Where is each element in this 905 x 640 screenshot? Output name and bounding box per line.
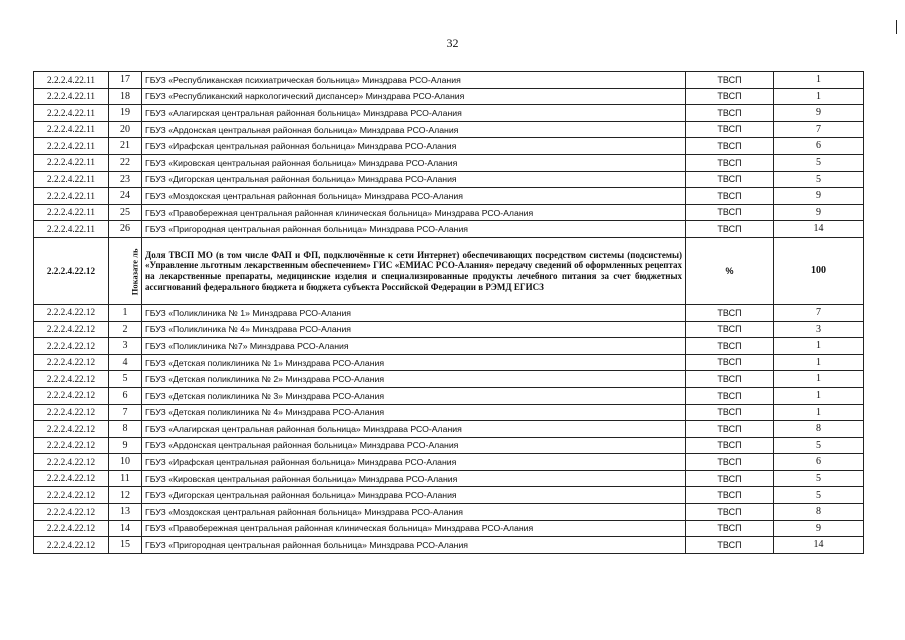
organization-name: ГБУЗ «Ирафская центральная районная больница» Минздрава РСО-Алания	[142, 454, 686, 471]
row-value: 3	[774, 321, 864, 338]
row-number: 5	[109, 371, 142, 388]
row-unit: ТВСП	[686, 404, 774, 421]
row-value: 1	[774, 387, 864, 404]
row-number: 25	[109, 204, 142, 221]
row-code: 2.2.2.4.22.11	[34, 72, 109, 89]
row-code: 2.2.2.4.22.11	[34, 105, 109, 122]
row-value: 9	[774, 188, 864, 205]
row-unit: ТВСП	[686, 304, 774, 321]
row-unit: ТВСП	[686, 354, 774, 371]
organization-name: ГБУЗ «Республиканская психиатрическая больница» Минздрава РСО-Алания	[142, 72, 686, 89]
organization-name: ГБУЗ «Правобережная центральная районная клиническая больница» Минздрава РСО-Алания	[142, 520, 686, 537]
row-unit: ТВСП	[686, 387, 774, 404]
row-number: 22	[109, 154, 142, 171]
table-row	[34, 487, 864, 504]
row-unit: ТВСП	[686, 138, 774, 155]
row-code: 2.2.2.4.22.12	[34, 454, 109, 471]
organization-name: ГБУЗ «Ардонская центральная районная больница» Минздрава РСО-Алания	[142, 437, 686, 454]
row-value: 5	[774, 470, 864, 487]
table-row	[34, 354, 864, 371]
row-number: 17	[109, 72, 142, 89]
row-number: 10	[109, 454, 142, 471]
table-row	[34, 204, 864, 221]
row-code: 2.2.2.4.22.11	[34, 138, 109, 155]
row-code: 2.2.2.4.22.12	[34, 537, 109, 554]
page-number: 32	[446, 36, 459, 50]
organization-name: ГБУЗ «Пригородная центральная районная больница» Минздрава РСО-Алания	[142, 221, 686, 238]
row-value: 7	[774, 121, 864, 138]
table-row	[34, 121, 864, 138]
row-number: 12	[109, 487, 142, 504]
row-unit: ТВСП	[686, 338, 774, 355]
table-row	[34, 520, 864, 537]
row-code: 2.2.2.4.22.11	[34, 204, 109, 221]
row-value: 5	[774, 487, 864, 504]
indicator-description: Доля ТВСП МО (в том числе ФАП и ФП, подключённые к сети Интернет) обеспечивающих посредством системы (подсистемы) «Управление льготным лекарственным обеспечением» ГИС «ЕМИАС РСО-Алания» передачу сведений об оформленных рецептах на лекарственные препараты, медицинские изделия и специализированные продукты лечебного питания за счет бюджетных ассигнований федерального бюджета и бюджета субъекта Российской Федерации в РЭМД ЕГИСЗ	[142, 237, 686, 304]
row-number: 9	[109, 437, 142, 454]
row-value: 9	[774, 105, 864, 122]
row-number: 7	[109, 404, 142, 421]
row-value: 9	[774, 520, 864, 537]
table-row	[34, 371, 864, 388]
row-number: 24	[109, 188, 142, 205]
indicator-unit: %	[686, 237, 774, 304]
row-value: 1	[774, 72, 864, 89]
row-unit: ТВСП	[686, 221, 774, 238]
indicator-value: 100	[774, 237, 864, 304]
organization-name: ГБУЗ «Детская поликлиника № 2» Минздрава РСО-Алания	[142, 371, 686, 388]
organization-name: ГБУЗ «Алагирская центральная районная больница» Минздрава РСО-Алания	[142, 105, 686, 122]
table-row	[34, 321, 864, 338]
row-code: 2.2.2.4.22.12	[34, 387, 109, 404]
row-number: 11	[109, 470, 142, 487]
row-value: 7	[774, 304, 864, 321]
indicator-table	[33, 71, 864, 554]
row-code: 2.2.2.4.22.12	[34, 470, 109, 487]
scan-edge-mark	[896, 20, 897, 34]
table-row	[34, 171, 864, 188]
table-row	[34, 504, 864, 521]
row-unit: ТВСП	[686, 520, 774, 537]
organization-name: ГБУЗ «Дигорская центральная районная больница» Минздрава РСО-Алания	[142, 487, 686, 504]
organization-name: ГБУЗ «Ирафская центральная районная больница» Минздрава РСО-Алания	[142, 138, 686, 155]
table-row	[34, 387, 864, 404]
row-number: 4	[109, 354, 142, 371]
row-unit: ТВСП	[686, 105, 774, 122]
row-number: 18	[109, 88, 142, 105]
table-row	[34, 470, 864, 487]
row-unit: ТВСП	[686, 88, 774, 105]
row-unit: ТВСП	[686, 204, 774, 221]
row-number: 23	[109, 171, 142, 188]
row-number: 14	[109, 520, 142, 537]
row-value: 1	[774, 404, 864, 421]
row-code: 2.2.2.4.22.12	[34, 404, 109, 421]
table-header-row-group	[34, 237, 864, 304]
row-unit: ТВСП	[686, 454, 774, 471]
row-code: 2.2.2.4.22.12	[34, 321, 109, 338]
table-row	[34, 404, 864, 421]
row-unit: ТВСП	[686, 421, 774, 438]
row-number: 8	[109, 421, 142, 438]
organization-name: ГБУЗ «Детская поликлиника № 4» Минздрава РСО-Алания	[142, 404, 686, 421]
row-code: 2.2.2.4.22.12	[34, 487, 109, 504]
row-code: 2.2.2.4.22.11	[34, 88, 109, 105]
row-code: 2.2.2.4.22.11	[34, 221, 109, 238]
row-unit: ТВСП	[686, 72, 774, 89]
row-unit: ТВСП	[686, 321, 774, 338]
organization-name: ГБУЗ «Моздокская центральная районная больница» Минздрава РСО-Алания	[142, 188, 686, 205]
row-unit: ТВСП	[686, 537, 774, 554]
table-row	[34, 437, 864, 454]
organization-name: ГБУЗ «Поликлиника №7» Минздрава РСО-Алания	[142, 338, 686, 355]
row-code: 2.2.2.4.22.11	[34, 171, 109, 188]
row-code: 2.2.2.4.22.11	[34, 188, 109, 205]
table-row	[34, 88, 864, 105]
table-row	[34, 72, 864, 89]
indicator-header-row	[34, 237, 864, 304]
table-row	[34, 138, 864, 155]
organization-name: ГБУЗ «Кировская центральная районная больница» Минздрава РСО-Алания	[142, 470, 686, 487]
row-number: 15	[109, 537, 142, 554]
organization-name: ГБУЗ «Детская поликлиника № 3» Минздрава РСО-Алания	[142, 387, 686, 404]
table-row	[34, 537, 864, 554]
organization-name: ГБУЗ «Дигорская центральная районная больница» Минздрава РСО-Алания	[142, 171, 686, 188]
row-unit: ТВСП	[686, 154, 774, 171]
row-value: 1	[774, 354, 864, 371]
row-value: 6	[774, 454, 864, 471]
row-unit: ТВСП	[686, 171, 774, 188]
organization-name: ГБУЗ «Республиканский наркологический диспансер» Минздрава РСО-Алания	[142, 88, 686, 105]
row-number: 1	[109, 304, 142, 321]
organization-name: ГБУЗ «Пригородная центральная районная больница» Минздрава РСО-Алания	[142, 537, 686, 554]
table-body-before	[34, 72, 864, 238]
row-unit: ТВСП	[686, 437, 774, 454]
row-value: 6	[774, 138, 864, 155]
row-value: 1	[774, 88, 864, 105]
row-code: 2.2.2.4.22.11	[34, 121, 109, 138]
table-row	[34, 338, 864, 355]
table-body-after	[34, 304, 864, 553]
organization-name: ГБУЗ «Поликлиника № 1» Минздрава РСО-Алания	[142, 304, 686, 321]
organization-name: ГБУЗ «Детская поликлиника № 1» Минздрава РСО-Алания	[142, 354, 686, 371]
row-number: 19	[109, 105, 142, 122]
row-number: 21	[109, 138, 142, 155]
row-value: 5	[774, 154, 864, 171]
table-row	[34, 188, 864, 205]
row-number: 3	[109, 338, 142, 355]
row-number: 2	[109, 321, 142, 338]
organization-name: ГБУЗ «Правобережная центральная районная клиническая больница» Минздрава РСО-Алания	[142, 204, 686, 221]
organization-name: ГБУЗ «Моздокская центральная районная больница» Минздрава РСО-Алания	[142, 504, 686, 521]
row-code: 2.2.2.4.22.12	[34, 338, 109, 355]
table-row	[34, 105, 864, 122]
row-unit: ТВСП	[686, 470, 774, 487]
row-number: 26	[109, 221, 142, 238]
row-value: 5	[774, 437, 864, 454]
organization-name: ГБУЗ «Алагирская центральная районная больница» Минздрава РСО-Алания	[142, 421, 686, 438]
table-row	[34, 421, 864, 438]
indicator-code: 2.2.2.4.22.12	[34, 237, 109, 304]
table-row	[34, 304, 864, 321]
row-value: 14	[774, 537, 864, 554]
row-code: 2.2.2.4.22.12	[34, 304, 109, 321]
row-unit: ТВСП	[686, 371, 774, 388]
row-number: 13	[109, 504, 142, 521]
row-code: 2.2.2.4.22.12	[34, 371, 109, 388]
indicator-label: Показате ль	[129, 248, 140, 295]
table-row	[34, 221, 864, 238]
row-number: 6	[109, 387, 142, 404]
row-code: 2.2.2.4.22.12	[34, 504, 109, 521]
row-unit: ТВСП	[686, 504, 774, 521]
row-unit: ТВСП	[686, 188, 774, 205]
row-code: 2.2.2.4.22.12	[34, 520, 109, 537]
row-value: 9	[774, 204, 864, 221]
row-value: 5	[774, 171, 864, 188]
indicator-label-cell	[109, 237, 142, 304]
organization-name: ГБУЗ «Поликлиника № 4» Минздрава РСО-Алания	[142, 321, 686, 338]
row-code: 2.2.2.4.22.12	[34, 354, 109, 371]
row-value: 1	[774, 371, 864, 388]
row-code: 2.2.2.4.22.11	[34, 154, 109, 171]
organization-name: ГБУЗ «Ардонская центральная районная больница» Минздрава РСО-Алания	[142, 121, 686, 138]
row-unit: ТВСП	[686, 121, 774, 138]
table-row	[34, 454, 864, 471]
row-code: 2.2.2.4.22.12	[34, 421, 109, 438]
row-number: 20	[109, 121, 142, 138]
row-code: 2.2.2.4.22.12	[34, 437, 109, 454]
table-row	[34, 154, 864, 171]
row-value: 8	[774, 504, 864, 521]
row-value: 14	[774, 221, 864, 238]
organization-name: ГБУЗ «Кировская центральная районная больница» Минздрава РСО-Алания	[142, 154, 686, 171]
row-value: 8	[774, 421, 864, 438]
row-unit: ТВСП	[686, 487, 774, 504]
row-value: 1	[774, 338, 864, 355]
